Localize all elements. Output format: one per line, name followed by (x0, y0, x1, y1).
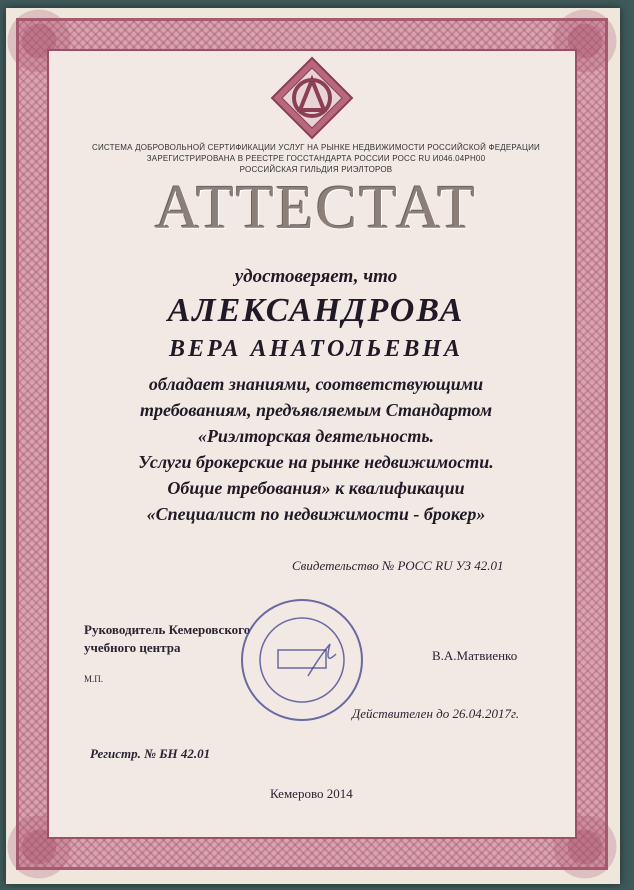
signatory-name: В.А.Матвиенко (432, 648, 518, 663)
head-title-line-2: учебного центра (84, 640, 181, 655)
body-line: Услуги брокерские на рынке недвижимости. (138, 452, 494, 472)
surname: АЛЕКСАНДРОВА (167, 292, 465, 329)
body-line: обладает знаниями, соответствующими (148, 374, 484, 394)
registration-number: Регистр. № БН 42.01 (90, 746, 211, 761)
header-line-1: СИСТЕМА ДОБРОВОЛЬНОЙ СЕРТИФИКАЦИИ УСЛУГ НА РЫНКЕ НЕДВИЖИМОСТИ РОССИЙСКОЙ ФЕДЕРАЦИИ (92, 143, 540, 152)
guild-logo-icon (268, 54, 356, 142)
seal-place-mark: М.П. (84, 674, 104, 684)
certificate-paper (6, 8, 620, 884)
head-title-line-1: Руководитель Кемеровского (84, 622, 251, 637)
body-line: Общие требования» к квалификации (167, 478, 465, 498)
document-title: АТТЕСТАТ (154, 174, 478, 242)
header-line-2: ЗАРЕГИСТРИРОВАНА В РЕЕСТРЕ ГОССТАНДАРТА РОССИИ РОСС RU И046.04РН00 (146, 154, 486, 163)
body-line: «Специалист по недвижимости - брокер» (146, 504, 486, 524)
place-and-year: Кемерово 2014 (270, 786, 353, 801)
header-line-3: РОССИЙСКАЯ ГИЛЬДИЯ РИЭЛТОРОВ (239, 165, 393, 174)
body-line: «Риэлторская деятельность. (197, 426, 435, 446)
given-names: ВЕРА АНАТОЛЬЕВНА (168, 336, 464, 362)
certifies-text: удостоверяет, что (234, 266, 398, 287)
certificate-reference: Свидетельство № РОСС RU УЗ 42.01 (292, 558, 504, 573)
validity-date: Действителен до 26.04.2017г. (352, 706, 520, 721)
round-seal-icon (238, 596, 366, 724)
body-line: требованиям, предъявляемым Стандартом (139, 400, 493, 420)
